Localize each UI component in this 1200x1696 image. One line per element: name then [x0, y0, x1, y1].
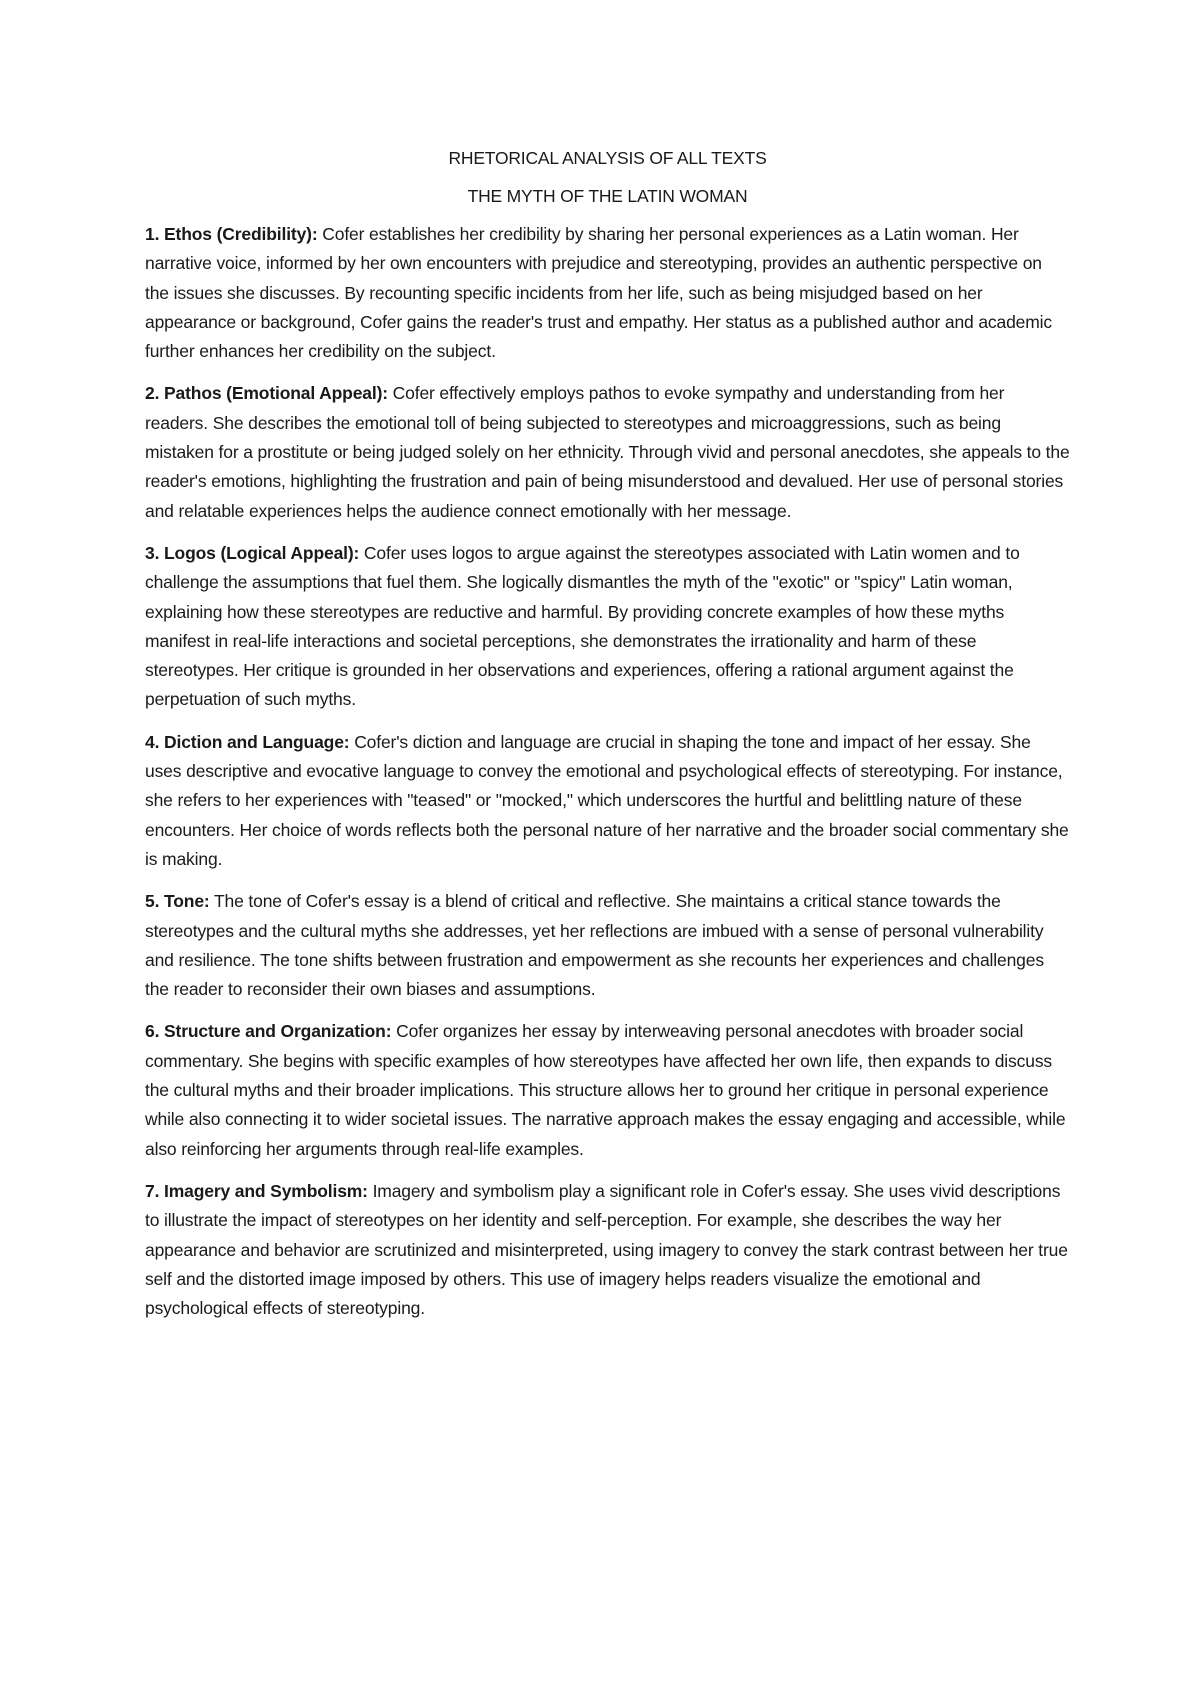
section-number: 6. [145, 1021, 165, 1042]
section-body: The tone of Cofer's essay is a blend of critical and reflective. She maintains a critical stance towards the stereotypes and the cultural myths she addresses, yet her reflections are imbued with a sense of personal vulnerability and resilience. The tone shifts between frustration and empowerment as she recounts her experiences and challenges the reader to reconsider their own biases and assumptions. [145, 891, 1044, 1000]
section-body: Cofer establishes her credibility by sharing her personal experiences as a Latin woman. Her narrative voice, informed by her own encounters with prejudice and stereotyping, provides an authentic perspective on the issues she discusses. By recounting specific incidents from her life, such as being misjudged based on her appearance or background, Cofer gains the reader's trust and empathy. Her status as a published author and academic further enhances her credibility on the subject. [145, 224, 1053, 362]
section-heading: Logos (Logical Appeal): [164, 542, 360, 563]
section-paragraph-ethos [145, 220, 1070, 366]
section-paragraph-logos [145, 539, 1070, 715]
section-body: Cofer effectively employs pathos to evoke sympathy and understanding from her readers. She describes the emotional toll of being subjected to stereotypes and microaggressions, such as being mistaken for a prostitute or being judged solely on her ethnicity. Through vivid and personal anecdotes, she appeals to the reader's emotions, highlighting the frustration and pain of being misunderstood and devalued. Her use of personal stories and relatable experiences helps the audience connect emotionally with her message. [145, 383, 1070, 521]
section-number: 5. [145, 891, 165, 912]
section-number: 4. [145, 731, 165, 752]
section-heading: Pathos (Emotional Appeal): [164, 383, 388, 404]
section-paragraph-diction [145, 728, 1070, 874]
section-body: Cofer's diction and language are crucial in shaping the tone and impact of her essay. She uses descriptive and evocative language to convey the emotional and psychological effects of stereotyping. For instance, she refers to her experiences with "teased" or "mocked," which underscores the hurtful and belittling nature of these encounters. Her choice of words reflects both the personal nature of her narrative and the broader social commentary she is making. [145, 731, 1069, 869]
section-number: 1. [145, 224, 165, 244]
section-paragraph-structure [145, 1017, 1070, 1163]
section-number: 7. [145, 1180, 165, 1201]
section-heading: Ethos (Credibility): [164, 224, 318, 244]
section-body: Imagery and symbolism play a significant role in Cofer's essay. She uses vivid descriptions to illustrate the impact of stereotypes on her identity and self-perception. For example, she describes the way her appearance and behavior are scrutinized and misinterpreted, using imagery to convey the stark contrast between her true self and the distorted image imposed by others. This use of imagery helps readers visualize the emotional and psychological effects of stereotyping. [145, 1180, 1068, 1319]
section-heading: Imagery and Symbolism: [164, 1180, 368, 1201]
document-title: RHETORICAL ANALYSIS OF ALL TEXTS [448, 148, 767, 168]
section-body: Cofer uses logos to argue against the stereotypes associated with Latin women and to challenge the assumptions that fuel them. She logically dismantles the myth of the "exotic" or "spicy" Latin woman, explaining how these stereotypes are reductive and harmful. By providing concrete examples of how these myths manifest in real-life interactions and societal perceptions, she demonstrates the irrationality and harm of these stereotypes. Her critique is grounded in her observations and experiences, offering a rational argument against the perpetuation of such myths. [145, 542, 1020, 710]
document-content [145, 146, 1070, 1336]
section-heading: Tone: [164, 891, 210, 912]
section-number: 2. [145, 383, 165, 404]
section-number: 3. [145, 542, 165, 563]
section-paragraph-pathos [145, 379, 1070, 525]
document-subtitle: THE MYTH OF THE LATIN WOMAN [467, 186, 748, 206]
section-heading: Diction and Language: [164, 731, 350, 752]
section-heading: Structure and Organization: [164, 1021, 392, 1042]
section-paragraph-imagery [145, 1177, 1070, 1323]
section-paragraph-tone [145, 887, 1070, 1004]
section-body: Cofer organizes her essay by interweaving personal anecdotes with broader social commentary. She begins with specific examples of how stereotypes have affected her own life, then expands to discuss the cultural myths and their broader implications. This structure allows her to ground her critique in personal experience while also connecting it to wider societal issues. The narrative approach makes the essay engaging and accessible, while also reinforcing her arguments through real-life examples. [145, 1021, 1066, 1159]
